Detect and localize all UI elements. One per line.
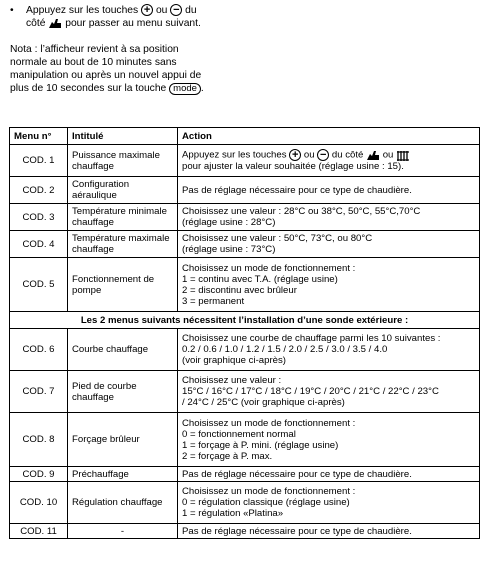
minus-key-icon: − (317, 149, 329, 161)
intro-text: Appuyez sur les touches (26, 5, 139, 16)
table-row (10, 145, 480, 177)
action-cell: Pas de réglage nécessaire pour ce type de chaudière. (178, 467, 480, 482)
intro-text: ou (155, 5, 168, 16)
action-text: Choisissez une courbe de chauffage parmi les 10 suivantes : (182, 333, 441, 344)
action-text: 1 = continu avec T.A. (réglage usine) (182, 273, 338, 285)
note-paragraph (10, 43, 480, 95)
note-end: . (200, 83, 204, 94)
header-action: Action (178, 128, 480, 145)
action-text: 0.2 / 0.6 / 1.0 / 1.2 / 1.5 / 2.0 / 2.5 / 3.0 / 3.5 / 4.0 (182, 344, 388, 355)
title-cell: Température minimale chauffage (68, 204, 178, 231)
tap-icon (366, 150, 380, 161)
table-row (10, 177, 480, 204)
table-row (10, 413, 480, 467)
action-cell: Pas de réglage nécessaire pour ce type de chaudière. (178, 177, 480, 204)
intro-text: côté (26, 18, 46, 29)
plus-key-icon: + (141, 4, 153, 16)
action-text: Choisissez un mode de fonctionnement : (182, 417, 356, 429)
menu-cell: COD. 1 (10, 145, 68, 177)
instructions (10, 4, 480, 95)
title-cell: Courbe chauffage (68, 329, 178, 371)
action-text: 2 = discontinu avec brûleur (182, 284, 297, 296)
action-text: / 24°C / 25°C (voir graphique ci-après) (182, 397, 345, 408)
action-cell (178, 204, 480, 231)
table-row (10, 231, 480, 258)
intro-text: du (185, 5, 197, 16)
title-cell: - (68, 524, 178, 539)
table-row (10, 258, 480, 312)
note-line: plus de 10 secondes sur la touche (10, 83, 167, 94)
menu-cell: COD. 10 (10, 482, 68, 524)
table-row (10, 467, 480, 482)
title-cell: Fonctionnement de pompe (68, 258, 178, 312)
action-text: 0 = régulation classique (réglage usine) (182, 497, 350, 508)
table-header-row (10, 128, 480, 145)
action-cell (178, 231, 480, 258)
action-text: 15°C / 16°C / 17°C / 18°C / 19°C / 20°C / 21°C / 22°C / 23°C (182, 386, 439, 397)
menu-cell: COD. 5 (10, 258, 68, 312)
plus-key-icon: + (289, 149, 301, 161)
intro-bullet-item (10, 4, 480, 30)
action-cell: Pas de réglage nécessaire pour ce type de chaudière. (178, 524, 480, 539)
settings-table (9, 127, 480, 539)
title-cell: Configuration aéraulique (68, 177, 178, 204)
menu-cell: COD. 11 (10, 524, 68, 539)
table-row (10, 329, 480, 371)
bullet: • (10, 5, 14, 16)
action-text: Choisissez une valeur : (182, 375, 282, 386)
note-line: normale au bout de 10 minutes sans (10, 57, 177, 68)
action-cell (178, 258, 480, 312)
action-text: Choisissez un mode de fonctionnement : (182, 486, 356, 497)
action-cell (178, 145, 480, 177)
note-line: Nota : l’afficheur revient à sa position (10, 44, 179, 55)
tap-icon (48, 18, 62, 29)
title-cell: Pied de courbe chauffage (68, 371, 178, 413)
title-cell: Puissance maximale chauffage (68, 145, 178, 177)
table-row (10, 204, 480, 231)
action-cell (178, 371, 480, 413)
title-cell: Forçage brûleur (68, 413, 178, 467)
action-cell (178, 413, 480, 467)
action-text: Choisissez un mode de fonctionnement : (182, 262, 356, 274)
menu-cell: COD. 9 (10, 467, 68, 482)
section-row (10, 312, 480, 329)
action-text: ou (303, 149, 315, 161)
action-text: 3 = permanent (182, 295, 245, 307)
table-row (10, 482, 480, 524)
note-line: manipulation ou après un nouvel appui de (10, 70, 202, 81)
mode-key-icon: mode (169, 83, 201, 95)
title-cell: Température maximale chauffage (68, 231, 178, 258)
action-text: (réglage usine : 28°C) (182, 217, 276, 228)
action-text: Appuyez sur les touches (182, 149, 287, 161)
action-text: ou (382, 149, 394, 161)
action-text: du côté (331, 149, 364, 161)
menu-cell: COD. 8 (10, 413, 68, 467)
action-text: 1 = forçage à P. mini. (réglage usine) (182, 439, 339, 451)
minus-key-icon: − (170, 4, 182, 16)
action-text: Choisissez une valeur : 50°C, 73°C, ou 80°C (182, 233, 373, 244)
menu-cell: COD. 2 (10, 177, 68, 204)
menu-cell: COD. 6 (10, 329, 68, 371)
action-cell (178, 482, 480, 524)
menu-cell: COD. 3 (10, 204, 68, 231)
radiator-icon (396, 150, 410, 161)
action-text: 0 = fonctionnement normal (182, 428, 296, 440)
action-text: (voir graphique ci-après) (182, 355, 286, 366)
action-text: Choisissez une valeur : 28°C ou 38°C, 50°C, 55°C,70°C (182, 206, 421, 217)
menu-cell: COD. 7 (10, 371, 68, 413)
header-menu: Menu n° (10, 128, 68, 145)
section-label: Les 2 menus suivants nécessitent l’installation d’une sonde extérieure : (10, 312, 480, 329)
title-cell: Préchauffage (68, 467, 178, 482)
title-cell: Régulation chauffage (68, 482, 178, 524)
menu-cell: COD. 4 (10, 231, 68, 258)
header-title: Intitulé (68, 128, 178, 145)
action-cell (178, 329, 480, 371)
intro-text: pour passer au menu suivant. (65, 18, 201, 29)
action-text: (réglage usine : 73°C) (182, 244, 276, 255)
action-text: 2 = forçage à P. max. (182, 450, 273, 462)
table-row (10, 524, 480, 539)
action-text: pour ajuster la valeur souhaitée (réglage usine : 15). (182, 161, 404, 172)
action-text: 1 = régulation «Platina» (182, 508, 284, 519)
table-row (10, 371, 480, 413)
